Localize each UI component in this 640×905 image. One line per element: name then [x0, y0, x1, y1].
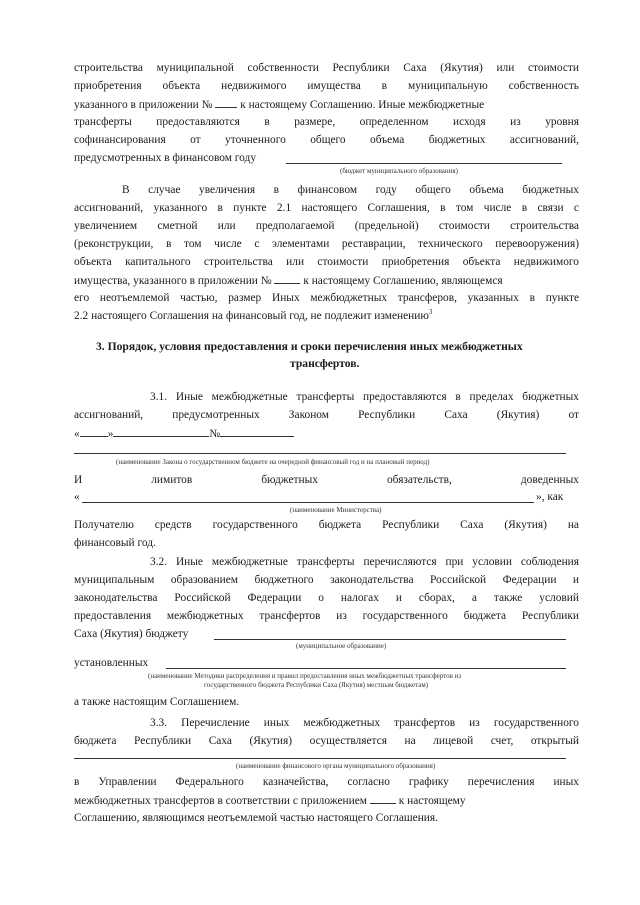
p2-line6 [74, 273, 503, 288]
s32-line5: Саха (Якутия) бюджету [74, 628, 189, 640]
appendix-number-blank-2 [274, 273, 300, 284]
p2-line7: его неотъемлемой частью, размер Иных межбюджетных трансферов, указанных в пункте [74, 292, 579, 304]
s31-line6: Получателю средств государственного бюджета Республики Саха (Якутия) на [74, 519, 579, 531]
methodology-blank [166, 668, 566, 669]
appendix-number-blank-1 [215, 97, 237, 108]
s33-line4-text: межбюджетных трансфертов в соответствии с приложением [74, 795, 367, 807]
s32-line3: законодательства Российской Федерации о налогах и сборах, а также условий [74, 592, 579, 604]
s32-line7: а также настоящим Соглашением. [74, 696, 240, 708]
s31-line1: 3.1. Иные межбюджетные трансферты предоставляются в пределах бюджетных [150, 391, 579, 403]
s31-line4: И лимитов бюджетных обязательств, доведенных [74, 474, 579, 486]
s31-line3 [74, 426, 294, 441]
s31-line2: ассигнований, предусмотренных Законом Республики Саха (Якутия) от [74, 409, 579, 421]
number-sign: № [209, 428, 221, 440]
p2-line2: ассигнований, указанного в пункте 2.1 настоящего Соглашения, в том числе в связи с [74, 202, 579, 214]
section-3-heading-line1: 3. Порядок, условия предоставления и сроки перечисления иных межбюджетных [96, 340, 523, 353]
p1-line4: трансферты предоставляются в размере, определенном исходя из уровня [74, 116, 579, 128]
day-blank [80, 426, 108, 437]
section-3-heading-line2: трансфертов. [290, 357, 360, 370]
ministry-blank [82, 502, 534, 503]
finance-body-blank [74, 758, 566, 759]
s32-line4: предоставления межбюджетных трансфертов из государственного бюджета Республики [74, 610, 579, 622]
s32-line2: муниципальным образованием бюджетного законодательства Российской Федерации и [74, 574, 579, 586]
municipality-blank [214, 639, 566, 640]
p2-line8-text: 2.2 настоящего Соглашения на финансовый год, не подлежит изменению [74, 310, 429, 322]
law-name-blank [74, 453, 566, 454]
month-blank [113, 426, 209, 437]
s31-caption2: (наименование Министерства) [290, 506, 382, 514]
p1-line1: строительства муниципальной собственности Республики Саха (Якутия) или стоимости [74, 62, 579, 74]
p2-line6-text: имущества, указанного в приложении № [74, 275, 272, 287]
s31-line7: финансовый год. [74, 537, 156, 549]
s32-caption2a: (наименование Методики распределения и правил предоставления иных межбюджетных трансфертов из [148, 672, 462, 680]
s32-caption1: (муниципальное образование) [296, 642, 387, 650]
s32-caption2b: государственного бюджета Республики Саха (Якутия) местным бюджетам) [204, 681, 429, 689]
s33-line3: в Управлении Федерального казначейства, согласно графику перечисления иных [74, 776, 579, 788]
p2-line4: (реконструкции, в том числе с элементами реставрации, технического перевооружения) [74, 238, 579, 250]
p1-caption: (бюджет муниципального образования) [340, 167, 458, 175]
appendix-number-blank-3 [370, 793, 396, 804]
quote-open: « [74, 428, 80, 440]
s32-line6: установленных [74, 657, 149, 669]
s33-line2: бюджета Республики Саха (Якутия) осуществляется на лицевой счет, открытый [74, 735, 579, 747]
p1-line6: предусмотренных в финансовом году [74, 152, 257, 164]
quote-close: » [107, 428, 114, 440]
s31-line5: « [74, 491, 80, 503]
s31-caption1: (наименование Закона о государственном бюджете на очередной финансовый год и на плановый период) [116, 458, 430, 466]
footnote-mark: 3 [428, 308, 433, 317]
p1-line2: приобретения объекта недвижимого имущества в муниципальную собственность [74, 80, 579, 92]
law-number-blank [220, 426, 294, 437]
s32-line1: 3.2. Иные межбюджетные трансферты перечисляются при условии соблюдения [150, 556, 579, 568]
p1-line3 [74, 97, 484, 112]
p2-line3: увеличением сметной или предполагаемой (предельной) стоимости строительства [74, 220, 579, 232]
s33-line5: Соглашению, являющимся неотъемлемой частью настоящего Соглашения. [74, 812, 438, 824]
p1-line3-text: указанного в приложении № [74, 99, 213, 111]
s33-line4-text-b: к настоящему [398, 795, 466, 807]
p1-line3-text-b: к настоящему Соглашению. Иные межбюджетные [240, 99, 485, 111]
s33-line1: 3.3. Перечисление иных межбюджетных трансфертов из государственного [150, 717, 579, 729]
p2-line5: объекта капитального строительства или стоимости приобретения объекта недвижимого [74, 256, 579, 268]
p2-line6-text-b: к настоящему Соглашению, являющемся [303, 275, 503, 287]
p2-line1: В случае увеличения в финансовом году общего объема бюджетных [122, 184, 579, 196]
p2-line8 [74, 309, 432, 323]
p1-budget-blank [286, 163, 562, 164]
s31-line5-end: », как [536, 491, 564, 503]
s33-line4 [74, 793, 579, 808]
p1-line5: софинансирования от уточненного общего объема бюджетных ассигнований, [74, 134, 579, 146]
s33-caption1: (наименование финансового органа муниципального образования) [236, 762, 436, 770]
